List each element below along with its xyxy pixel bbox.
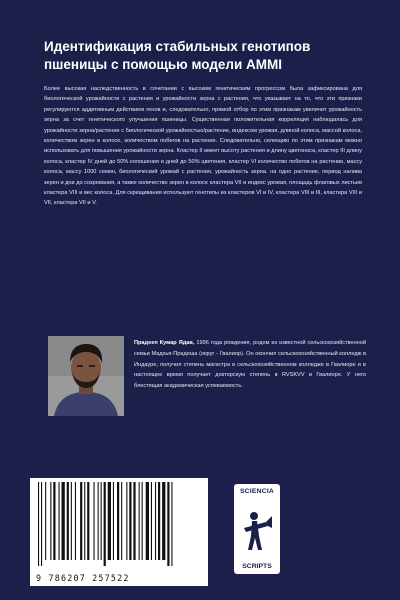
publisher-logo xyxy=(234,484,280,574)
isbn-barcode xyxy=(30,478,208,586)
book-title: Идентификация стабильных генотипов пшеницы с помощью модели AMMI xyxy=(44,39,311,72)
publisher-logo-top-text: SCIENCIA xyxy=(239,488,275,495)
author-name: Прадееп Кумар Ядав, xyxy=(134,340,195,346)
publisher-logo-bottom-text: SCRIPTS xyxy=(242,563,272,570)
barcode-icon xyxy=(36,482,202,570)
book-description: Более высокая наследственность в сочетании с высоким генетическим прогрессом была зафиксирована для биологической урожайности с растения и урожайности зерна с растения, что указывает на то, что эти признаки регулируются аддитивным действием генов и, следовательно, прямой отбор по этим признакам увеличит урожайность зерна за счет генетического улучшения пшеницы. Существенная положительная корреляция наблюдалась для урожайности зерна/растение с биологической урожайностью/растение, индексом урожая, длиной колоса, массой колоса, количеством зерен в колосе, количеством побегов на растение. Следовательно, селекцию по этим признакам можно использовать для повышения урожайности зерна. Кластер II имеет высоту растения и длину цветоноса, кластер III длину колоса, кластер IV дней до 50% колошения и дней до 50% цветения, кластер VI количество побегов на растение, массу колоса, массу 1000 семян, биологический урожай с растения, урожайность зерна. на одно растение, период налива зерен и дни до созревания, а также количество зерен в колосе кластера VII и индекс урожая, площадь флаговых листьев кластера VIII и вес колоса. Для скрещивания используют генотипы из кластеров VI и IV, кластера VIII и III, кластера VIII и VII, кластера VII и V. xyxy=(44,86,362,207)
flag-figure-icon xyxy=(240,502,274,554)
author-photo xyxy=(48,336,124,416)
isbn-digits: 9 786207 257522 xyxy=(36,573,130,583)
author-portrait-icon xyxy=(48,336,124,416)
author-bio xyxy=(134,338,366,392)
author-bio-text: 1996 года рождения, родом из известной сельскохозяйственной семьи Мадхья-Прадеша (округ - Гвалиор). Он окончил сельскохозяйственный колледж в Индауре, получил степень магистра в сельскохозяйственном колледже в Гвалиоре и в настоящее время получает докторскую степень в RVSKVV в Гвалиоре. У него блестящая академическая успеваемость. xyxy=(134,340,366,390)
